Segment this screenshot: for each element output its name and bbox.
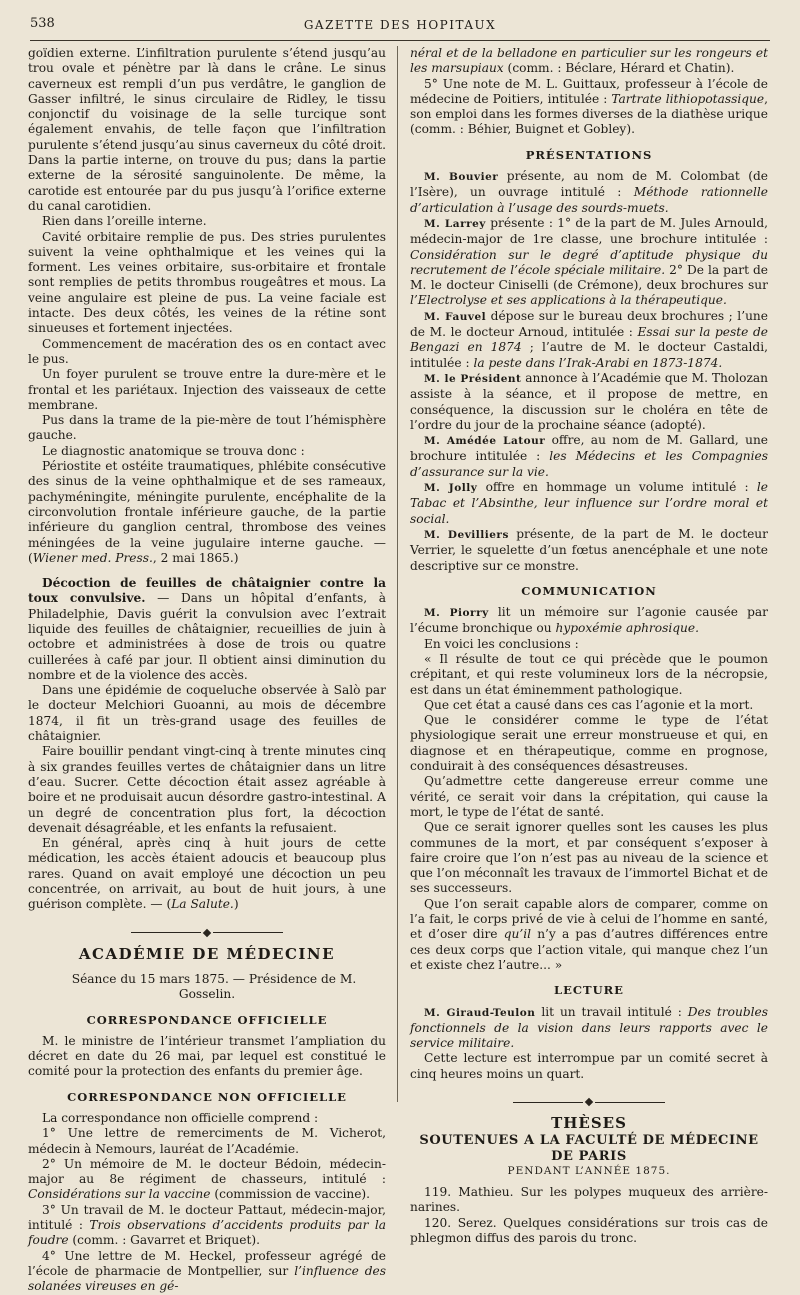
subsection-title: COMMUNICATION xyxy=(521,583,657,598)
paragraph: Le diagnostic anatomique se trouva donc : xyxy=(42,443,305,458)
paragraph-text: En général, après cinq à huit jours de cette médication, les accès étaient adoucis et beaucoup plus rares. Quand on avait employé une décoction un peu concentrée, on arrivait, au bout de huit jours, à une guérison complète. — ( xyxy=(28,836,386,912)
article-title: Décoction de feuilles de châtaignier contre la toux convulsive. xyxy=(28,576,386,606)
paragraph xyxy=(28,1203,386,1249)
paragraph-text: dépose sur le bureau deux brochures ; l’une de M. le docteur Arnoud, intitulée : xyxy=(410,308,768,340)
paragraph-text: présente, de la part de M. le docteur Verrier, le squelette d’un fœtus anencéphale et une note descriptive sur ce monstre. xyxy=(410,526,768,573)
section-title: ACADÉMIE DE MÉDECINE xyxy=(78,944,336,963)
subsection-title: LECTURE xyxy=(554,983,624,998)
work-title: l’Electrolyse et ses applications à la thérapeutique. xyxy=(410,293,727,308)
paragraph xyxy=(410,77,768,138)
paragraph-text: annonce à l’Académie que M. Tholozan assiste à la séance, et il propose de mettre, en conséquence, la discussion sur le choléra en tête de l’ordre du jour de la prochaine séance (adopté). xyxy=(410,370,768,432)
paragraph xyxy=(28,1157,386,1203)
section-subtitle: SOUTENUES A LA FACULTÉ DE MÉDECINE DE PARIS xyxy=(419,1133,759,1164)
speaker-name: M. Giraud-Teulon xyxy=(424,1006,536,1019)
subsection-title: CORRESPONDANCE OFFICIELLE xyxy=(86,1012,328,1027)
work-title: Trois observations d’accidents produits par la foudre xyxy=(28,1218,386,1248)
paragraph xyxy=(410,371,768,433)
paragraph-text: lit un travail intitulé : xyxy=(535,1004,688,1019)
section-ornament xyxy=(28,929,386,937)
work-title: Essai sur la peste de Bengazi en 1874 xyxy=(410,325,768,355)
source-citation: Wiener med. Press. xyxy=(32,550,153,565)
paragraph-text: Que l’on serait capable alors de comparer, comme on l’a fait, le corps privé de vie à celui de l’homme en santé, et d’oser dire xyxy=(410,896,768,942)
paragraph: M. le ministre de l’intérieur transmet l’ampliation du décret en date du 26 mai, par lequel est constitué le comité pour la protection des enfants du premier âge. xyxy=(28,1033,386,1079)
paragraph xyxy=(410,480,768,527)
paragraph: Commencement de macération des os en contact avec le pus. xyxy=(28,336,386,366)
paragraph-text: présente, au nom de M. Colombat (de l’Isère), un ouvrage intitulé : xyxy=(410,169,768,200)
thesis-entry: 119. Mathieu. Sur les polypes muqueux des arrière-narines. xyxy=(410,1185,768,1215)
subsection-title: PRÉSENTATIONS xyxy=(525,147,653,162)
paragraph xyxy=(410,527,768,574)
paragraph xyxy=(410,1005,768,1052)
work-title: néral et de la belladone en particulier sur les rongeurs et les marsupiaux xyxy=(410,46,768,76)
paragraph: Faire bouillir pendant vingt-cinq à trente minutes cinq à six grandes feuilles vertes de châtaignier dans un litre d’eau. Sucrer. Cette décoction était assez agréable à boire et ne produisait aucun désordre gastro-intestinal. A un degré de concentration plus fort, la décoction devenait désagréable, et les enfants la refusaient. xyxy=(28,744,386,835)
paragraph: Un foyer purulent se trouve entre la dure-mère et le frontal et les pariétaux. Injection des vaisseaux de cette membrane. xyxy=(28,367,386,412)
paragraph xyxy=(410,169,768,216)
running-title: GAZETTE DES HOPITAUX xyxy=(303,18,497,32)
speaker-name: M. Devilliers xyxy=(424,528,509,541)
paragraph xyxy=(410,433,768,480)
paragraph-text: 2° De la part de M. le docteur Ciniselli (de Crémone), deux brochures sur xyxy=(410,262,769,293)
paragraph-text: Périostite et ostéite traumatiques, phlébite consécutive des sinus de la veine ophthalmique et de ses rameaux, pachyméningite, méningite purulente, encéphalite de la circonvolution frontale inférieure gauche, de la partie inférieure du ganglion central, thrombose des veines méningées de la veine jugulaire interne gauche. — ( xyxy=(28,459,386,565)
paragraph: Cette lecture est interrompue par un comité secret à cinq heures moins un quart. xyxy=(410,1051,768,1081)
column-divider xyxy=(397,46,398,1102)
page-header xyxy=(30,14,770,41)
paragraph: goïdien externe. L’infiltration purulente s’étend jusqu’au trou ovale et pénètre par là dans le crâne. Le sinus caverneux est rempli d’un pus verdâtre, le ganglion de Gasser infiltré, le sinus circulaire de Ridley, le tissu conjonctif du voisinage de la selle turcique sont également envahis, de telle façon que l’infiltration purulente s’étend jusqu’au sinus caverneux du côté droit. Dans la partie interne, on trouve du pus; dans la partie externe de la sérosité sanguinolente. De même, la carotide est entourée par du pus jusqu’à l’orifice externe du canal carotidien. xyxy=(28,46,386,213)
speaker-name: M. Fauvel xyxy=(424,310,487,323)
section-period: PENDANT L’ANNÉE 1875. xyxy=(507,1164,671,1177)
session-info: Séance du 15 mars 1875. — Présidence de M. Gosselin. xyxy=(71,971,357,1002)
speaker-name: M. le Président xyxy=(424,372,522,385)
paragraph-text: (comm. : Béclare, Hérard et Chatin). xyxy=(503,61,735,76)
speaker-name: M. Bouvier xyxy=(424,171,499,184)
work-title: Méthode rationnelle d’articulation à l’usage des sourds-muets. xyxy=(410,185,768,215)
paragraph: « Il résulte de tout ce qui précède que le poumon crépitant, et qui reste volumineux lors de la nécropsie, est dans un état éminemment pathologique. xyxy=(410,651,768,697)
paragraph-text: (comm. : Gavarret et Briquet). xyxy=(68,1233,261,1248)
paragraph-text: (commission de vaccine). xyxy=(210,1187,371,1202)
work-title: hypoxémie aphrosique. xyxy=(555,621,699,636)
paragraph xyxy=(410,46,768,77)
paragraph-text: 2° Un mémoire de M. le docteur Bédoin, médecin-major au 8e régiment de chasseurs, intitulé : xyxy=(28,1156,386,1187)
paragraph-text: 5° Une note de M. L. Guittaux, professeur à l’école de médecine de Poitiers, intitulée : xyxy=(410,76,768,106)
paragraph xyxy=(410,897,768,973)
paragraph: Qu’admettre cette dangereuse erreur comme une vérité, ce serait voir dans la crépitation, qui cause la mort, le type de l’état de santé. xyxy=(410,774,768,819)
paragraph xyxy=(28,1249,386,1295)
work-title: le Tabac et l’Absinthe, leur influence sur l’ordre moral et social. xyxy=(410,480,769,526)
paragraph xyxy=(410,309,768,371)
paragraph: La correspondance non officielle comprend : xyxy=(42,1111,319,1125)
work-title: Considérations sur la vaccine xyxy=(28,1187,211,1202)
work-title: les Médecins et les Compagnies d’assurance sur la vie. xyxy=(410,449,768,479)
paragraph-text: , 2 mai 1865.) xyxy=(152,550,239,565)
work-title: la peste dans l’Irak-Arabi en 1873-1874. xyxy=(473,355,723,370)
paragraph-text: 3° Un travail de M. le docteur Pattaut, médecin-major, intitulé : xyxy=(28,1202,386,1233)
paragraph: Que ce serait ignorer quelles sont les causes les plus communes de la mort, et par conséquent s’exposer à faire croire que l’on n’est pas au niveau de la science et que l’on méconnaît les travaux de l’immortel Bichat et de ses successeurs. xyxy=(410,820,768,896)
paragraph: Rien dans l’oreille interne. xyxy=(42,214,207,229)
speaker-name: M. Piorry xyxy=(424,607,489,620)
section-ornament xyxy=(410,1098,768,1106)
paragraph-text: offre, au nom de M. Gallard, une brochure intitulée : xyxy=(410,433,769,464)
speaker-name: M. Larrey xyxy=(424,217,486,230)
paragraph-text: lit un mémoire sur l’agonie causée par l’écume bronchique ou xyxy=(410,605,768,636)
paragraph-text: — Dans un hôpital d’enfants, à Philadelphie, Davis guérit la convulsion avec l’extrait liquide des feuilles de châtaignier, recueillies de juin à octobre et administrées à dose de trois ou quatre cuillerées à café par jour. Il obtient ainsi diminution du nombre et de la violence des accès. xyxy=(28,591,386,682)
emphasis: qu’il xyxy=(503,927,532,942)
paragraph-text: offre en hommage un volume intitulé : xyxy=(477,480,757,495)
section-title: THÈSES xyxy=(551,1114,627,1132)
paragraph xyxy=(28,459,386,566)
paragraph: Que le considérer comme le type de l’état physiologique serait une erreur monstrueuse et qui, en diagnose et en thérapeutique, comme en prognose, conduirait à des conséquences désastreuses. xyxy=(410,713,768,774)
paragraph xyxy=(410,216,768,309)
speaker-name: M. Amédée Latour xyxy=(424,435,546,448)
work-title: Des troubles fonctionnels de la vision dans leurs rapports avec le service militaire. xyxy=(410,1004,768,1051)
subsection-title: CORRESPONDANCE NON OFFICIELLE xyxy=(67,1089,347,1104)
paragraph: En voici les conclusions : xyxy=(424,636,579,651)
paragraph-text: présente : 1° de la part de M. Jules Arnould, médecin-major de 1re classe, une brochure intitulée : xyxy=(410,215,769,247)
thesis-entry: 120. Serez. Quelques considérations sur trois cas de phlegmon diffus des parois du tronc. xyxy=(410,1215,768,1246)
page-number: 538 xyxy=(30,16,55,31)
left-column xyxy=(28,46,386,1295)
work-title: l’influence des solanées vireuses en gé- xyxy=(28,1263,386,1294)
paragraph: Cavité orbitaire remplie de pus. Des stries purulentes suivent la veine ophthalmique et les veines qui la forment. Les veines orbitaire, sus-orbitaire et frontale sont remplies de petits thrombus rougeâtres et mous. La veine angulaire est pleine de pus. La veine faciale est intacte. Des deux côtés, les veines de la rétine sont sinueuses et fortement injectées. xyxy=(28,229,386,336)
work-title: Considération sur le degré d’aptitude physique du recrutement de l’école spéciale militaire. xyxy=(410,247,768,277)
paragraph xyxy=(28,836,386,912)
paragraph: 1° Une lettre de remerciments de M. Vicherot, médecin à Nemours, lauréat de l’Académie. xyxy=(28,1126,386,1156)
source-citation: La Salute. xyxy=(171,897,234,912)
work-title: Tartrate lithiopotassique xyxy=(611,91,765,106)
paragraph: Pus dans la trame de la pie-mère de tout l’hémisphère gauche. xyxy=(28,413,386,443)
article-lead xyxy=(28,576,386,683)
paragraph-text: , son emploi dans les formes diverses de la diathèse urique (comm. : Béhier, Buignet et Gobley). xyxy=(410,91,768,137)
paragraph xyxy=(410,605,768,637)
paragraph-text: n’y a pas d’autres différences entre ces deux corps que l’action vitale, qui manque chez l’un et existe chez l’autre... » xyxy=(410,927,768,972)
paragraph-text: 4° Une lettre de M. Heckel, professeur agrégé de l’école de pharmacie de Montpellier, sur xyxy=(28,1248,386,1278)
speaker-name: M. Jolly xyxy=(424,482,478,495)
paragraph-text: ) xyxy=(233,897,239,912)
paragraph: Que cet état a causé dans ces cas l’agonie et la mort. xyxy=(424,697,754,712)
paragraph-text: ; l’autre de M. le docteur Castaldi, intitulée : xyxy=(410,340,768,370)
right-column xyxy=(410,46,768,1246)
paragraph: Dans une épidémie de coqueluche observée à Salò par le docteur Melchiori Guoanni, au mois de décembre 1874, il fit un très-grand usage des feuilles de châtaignier. xyxy=(28,683,386,744)
